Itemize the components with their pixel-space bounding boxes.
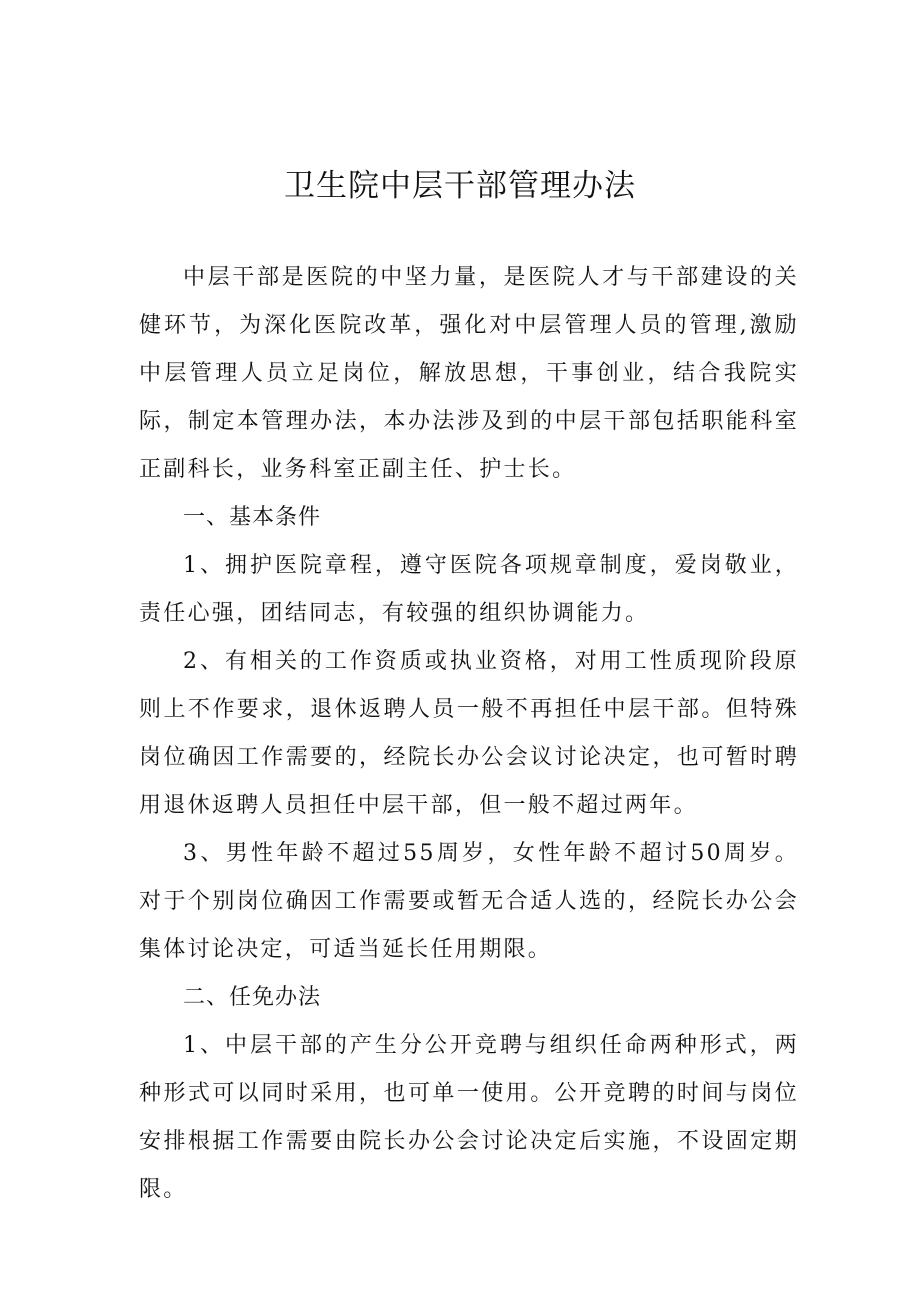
basic-condition-item-3: 3、男性年龄不超过55周岁，女性年龄不超讨50周岁。对于个别岗位确因工作需要或暂无合适人选的，经院长办公会集体讨论决定，可适当延长任用期限。 xyxy=(139,841,799,962)
document-body xyxy=(139,254,799,1214)
document-title: 卫生院中层干部管理办法 xyxy=(284,168,636,204)
section-heading-appointment-method: 二、任免办法 xyxy=(183,985,322,1010)
appointment-item-1: 1、中层干部的产生分公开竞聘与组织任命两种形式，两种形式可以同时采用，也可单一使用。公开竞聘的时间与岗位安排根据工作需要由院长办公会讨论决定后实施，不设固定期限。 xyxy=(139,1033,799,1202)
section-heading-basic-conditions: 一、基本条件 xyxy=(183,505,322,530)
intro-paragraph: 中层干部是医院的中坚力量，是医院人才与干部建设的关健环节，为深化医院改革，强化对中层管理人员的管理,激励中层管理人员立足岗位，解放思想，干事创业，结合我院实际，制定本管理办法，本办法涉及到的中层干部包括职能科室正副科长，业务科室正副主任、护士长。 xyxy=(139,265,799,482)
basic-condition-item-2: 2、有相关的工作资质或执业资格，对用工性质现阶段原则上不作要求，退休返聘人员一般不再担任中层干部。但特殊岗位确因工作需要的，经院长办公会议讨论决定，也可暂时聘用退休返聘人员担任中层干部，但一般不超过两年。 xyxy=(139,649,799,818)
basic-condition-item-1: 1、拥护医院章程，遵守医院各项规章制度，爱岗敬业，责任心强，团结同志，有较强的组织协调能力。 xyxy=(139,553,799,626)
